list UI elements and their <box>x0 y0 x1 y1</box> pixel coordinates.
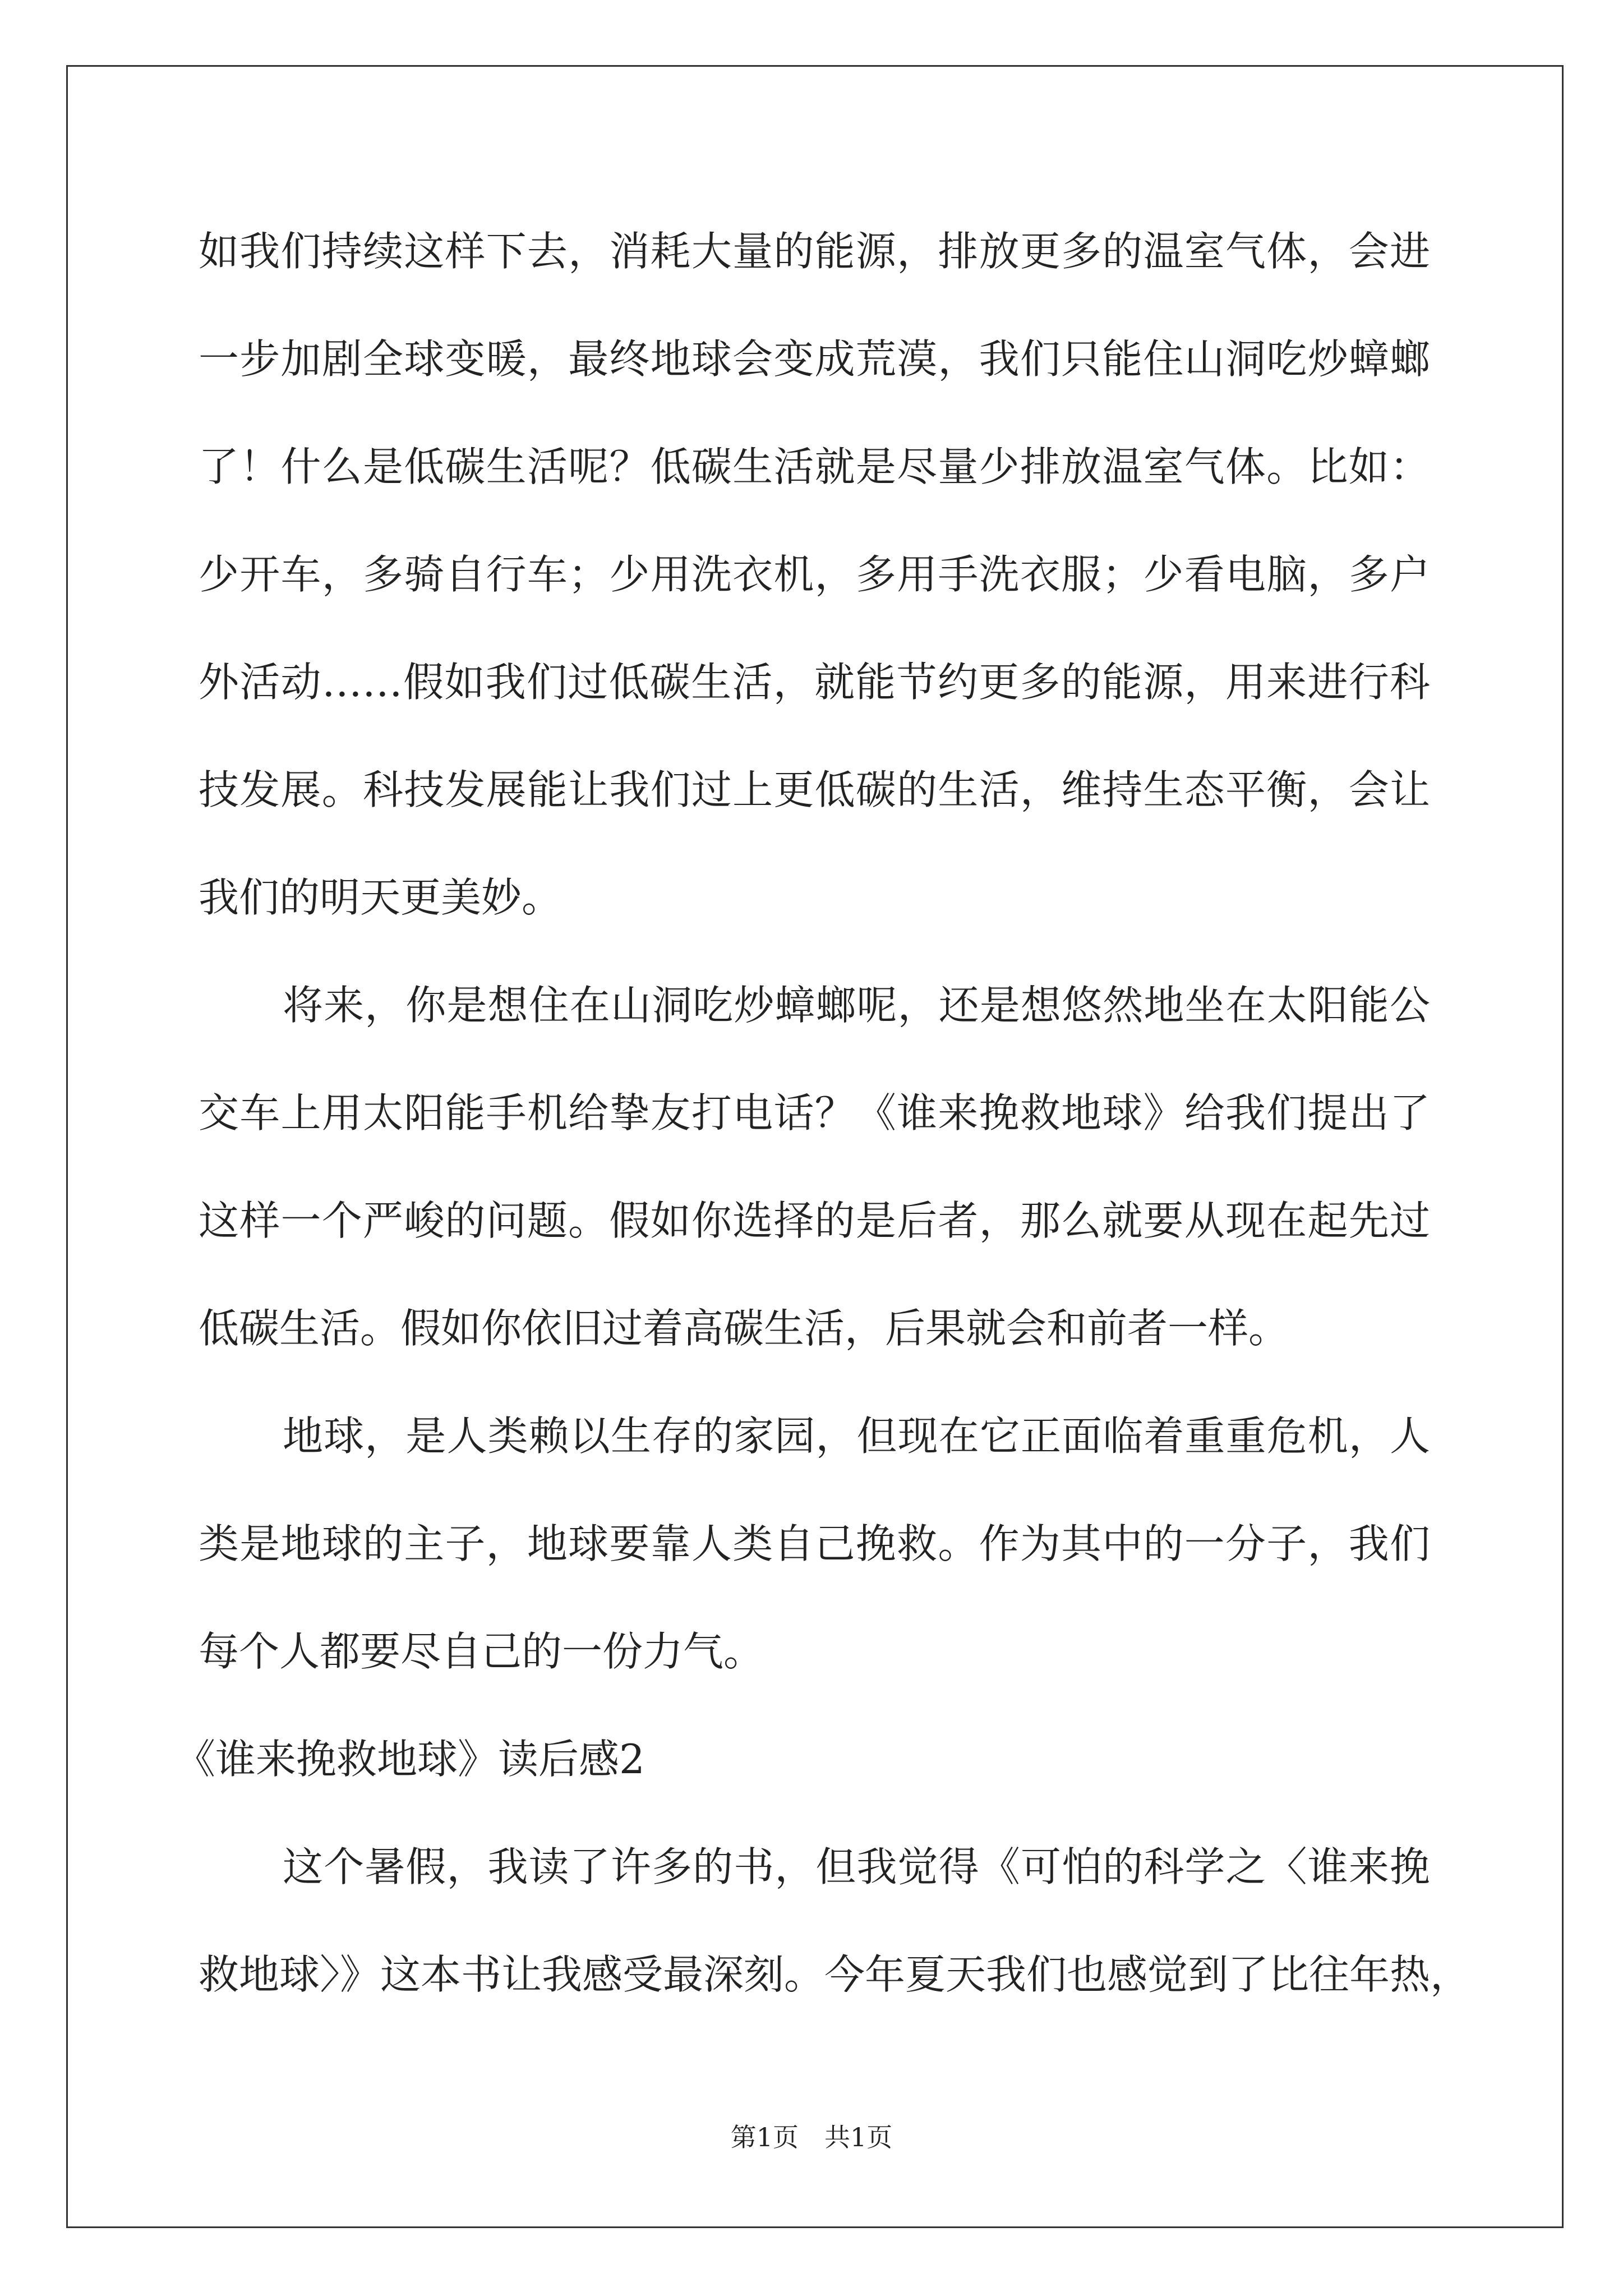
paragraph-line: 这样一个严峻的问题。假如你选择的是后者，那么就要从现在起先过 <box>199 1197 1430 1244</box>
paragraph-line: 技发展。科技发展能让我们过上更低碳的生活，维持生态平衡，会让 <box>199 766 1430 813</box>
paragraph-line: 地球，是人类赖以生存的家园，但现在它正面临着重重危机，人 <box>283 1412 1430 1460</box>
paragraph-line: 交车上用太阳能手机给挚友打电话？《谁来挽救地球》给我们提出了 <box>199 1089 1430 1137</box>
paragraph-line: 了！什么是低碳生活呢？低碳生活就是尽量少排放温室气体。比如： <box>199 443 1430 490</box>
paragraph-line: 少开车，多骑自行车；少用洗衣机，多用手洗衣服；少看电脑，多户 <box>199 551 1430 598</box>
section-heading: 《谁来挽救地球》读后感2 <box>175 1736 645 1783</box>
paragraph-line: 每个人都要尽自己的一份力气。 <box>199 1628 764 1675</box>
page-border <box>66 65 1564 2228</box>
paragraph-line: 一步加剧全球变暖，最终地球会变成荒漠，我们只能住山洞吃炒蟑螂 <box>199 335 1430 383</box>
paragraph-line: 我们的明天更美妙。 <box>199 874 562 921</box>
paragraph-line: 将来，你是想住在山洞吃炒蟑螂呢，还是想悠然地坐在太阳能公 <box>283 982 1430 1029</box>
paragraph-line: 低碳生活。假如你依旧过着高碳生活，后果就会和前者一样。 <box>199 1305 1289 1352</box>
paragraph-line: 这个暑假，我读了许多的书，但我觉得《可怕的科学之〈谁来挽 <box>283 1843 1430 1890</box>
paragraph-line: 外活动……假如我们过低碳生活，就能节约更多的能源，用来进行科 <box>199 659 1430 706</box>
paragraph-line: 如我们持续这样下去，消耗大量的能源，排放更多的温室气体，会进 <box>199 228 1430 275</box>
paragraph-line: 类是地球的主子，地球要靠人类自己挽救。作为其中的一分子，我们 <box>199 1520 1430 1567</box>
page-footer: 第1页 共1页 <box>730 2122 893 2152</box>
paragraph-line: 救地球〉》这本书让我感受最深刻。今年夏天我们也感觉到了比往年热， <box>199 1951 1471 1998</box>
